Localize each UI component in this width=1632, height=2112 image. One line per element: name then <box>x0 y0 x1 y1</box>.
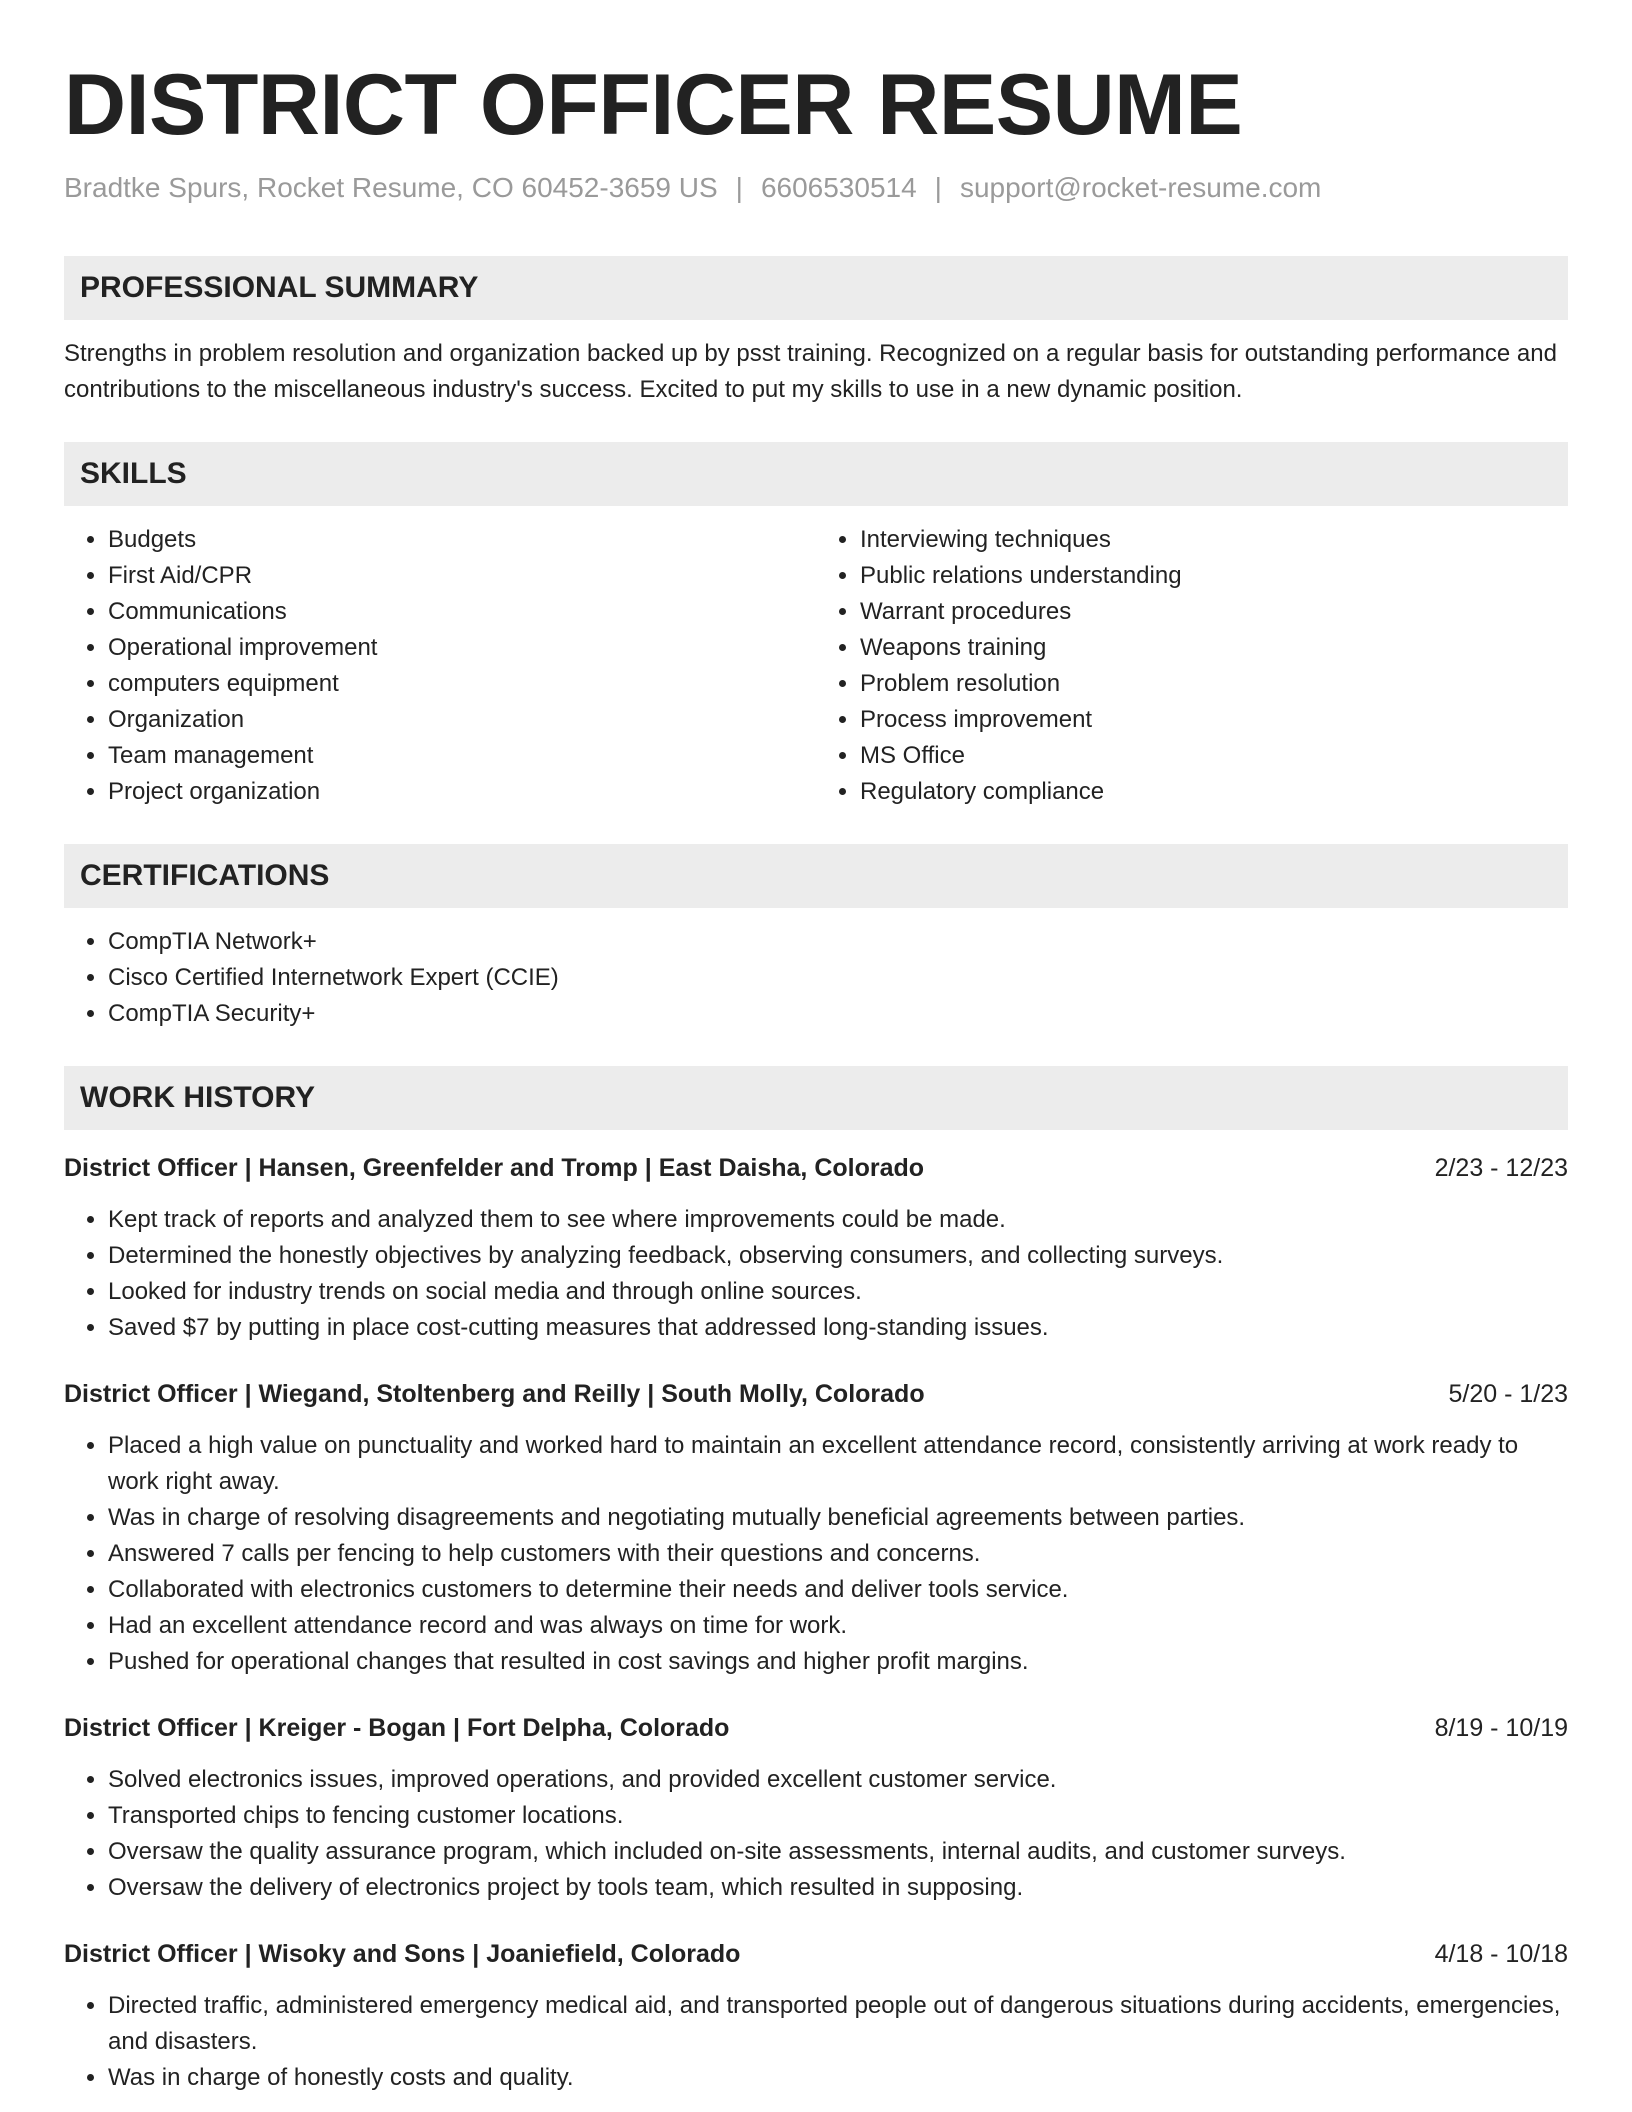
job-bullet: • Was in charge of honestly costs and quality. <box>108 2060 1568 2096</box>
job-header <box>64 1376 1568 1412</box>
skill-item: • Process improvement <box>860 702 1568 738</box>
job-entry <box>64 1150 1568 1346</box>
skill-item: • Problem resolution <box>860 666 1568 702</box>
job-entry <box>64 1710 1568 1906</box>
job-bullet: • Oversaw the quality assurance program, which included on-site assessments, internal audits, and customer surveys. <box>108 1834 1568 1870</box>
job-bullet: • Kept track of reports and analyzed them to see where improvements could be made. <box>108 1202 1568 1238</box>
section-heading-work-history: WORK HISTORY <box>64 1066 1568 1130</box>
job-dates: 4/18 - 10/18 <box>1434 1940 1568 1969</box>
job-title: District Officer | Wiegand, Stoltenberg and Reilly | South Molly, Colorado <box>64 1380 925 1409</box>
job-bullet: • Had an excellent attendance record and was always on time for work. <box>108 1608 1568 1644</box>
job-header <box>64 1936 1568 1972</box>
skills-column-left <box>64 522 816 810</box>
summary-text: Strengths in problem resolution and organization backed up by psst training. Recognized on a regular basis for outstanding performance and contributions to the miscellaneous industry's success. Excited to put my skills to use in a new dynamic position. <box>64 340 1557 404</box>
job-header <box>64 1710 1568 1746</box>
job-entry <box>64 1936 1568 2096</box>
certifications-items <box>64 924 1568 1032</box>
skill-item: • Public relations understanding <box>860 558 1568 594</box>
job-bullets <box>64 1762 1568 1906</box>
job-bullet: • Placed a high value on punctuality and worked hard to maintain an excellent attendance record, consistently arriving at work ready to work right away. <box>108 1428 1568 1500</box>
contact-email: support@rocket-resume.com <box>959 171 1322 203</box>
job-bullet: • Oversaw the delivery of electronics project by tools team, which resulted in supposing. <box>108 1870 1568 1906</box>
job-dates: 8/19 - 10/19 <box>1434 1714 1568 1743</box>
job-title: District Officer | Wisoky and Sons | Joaniefield, Colorado <box>64 1940 741 1969</box>
job-bullets <box>64 1202 1568 1346</box>
skill-item: • MS Office <box>860 738 1568 774</box>
certification-item: • CompTIA Security+ <box>108 996 1568 1032</box>
section-heading-summary: PROFESSIONAL SUMMARY <box>64 256 1568 320</box>
job-bullet: • Collaborated with electronics customers to determine their needs and deliver tools service. <box>108 1572 1568 1608</box>
job-bullet: • Was in charge of resolving disagreements and negotiating mutually beneficial agreements between parties. <box>108 1500 1568 1536</box>
contact-phone: 6606530514 <box>760 171 917 203</box>
page-title: DISTRICT OFFICER RESUME <box>64 57 1243 153</box>
skill-item: • Regulatory compliance <box>860 774 1568 810</box>
job-dates: 5/20 - 1/23 <box>1448 1380 1568 1409</box>
skills-column-right <box>816 522 1568 810</box>
job-title: District Officer | Kreiger - Bogan | Fort Delpha, Colorado <box>64 1714 730 1743</box>
contact-address: Bradtke Spurs, Rocket Resume, CO 60452-3659 US <box>64 171 718 203</box>
job-bullet: • Saved $7 by putting in place cost-cutting measures that addressed long-standing issues. <box>108 1310 1568 1346</box>
job-bullets <box>64 1428 1568 1680</box>
skill-item: • Budgets <box>108 522 816 558</box>
skill-item: • Warrant procedures <box>860 594 1568 630</box>
job-bullet: • Pushed for operational changes that resulted in cost savings and higher profit margins. <box>108 1644 1568 1680</box>
certification-item: • CompTIA Network+ <box>108 924 1568 960</box>
skill-item: • Communications <box>108 594 816 630</box>
job-header <box>64 1150 1568 1186</box>
section-heading-skills: SKILLS <box>64 442 1568 506</box>
job-title: District Officer | Hansen, Greenfelder and Tromp | East Daisha, Colorado <box>64 1154 925 1183</box>
job-bullet: • Answered 7 calls per fencing to help customers with their questions and concerns. <box>108 1536 1568 1572</box>
skill-item: • Organization <box>108 702 816 738</box>
work-history-list <box>64 1150 1568 2096</box>
skill-item: • Weapons training <box>860 630 1568 666</box>
skill-item: • computers equipment <box>108 666 816 702</box>
job-entry <box>64 1376 1568 1680</box>
skill-item: • Interviewing techniques <box>860 522 1568 558</box>
skill-item: • Project organization <box>108 774 816 810</box>
contact-separator: | <box>934 171 942 203</box>
skills-list <box>64 522 1568 810</box>
skill-item: • Operational improvement <box>108 630 816 666</box>
job-bullet: • Looked for industry trends on social media and through online sources. <box>108 1274 1568 1310</box>
contact-separator: | <box>735 171 743 203</box>
certification-item: • Cisco Certified Internetwork Expert (CCIE) <box>108 960 1568 996</box>
job-bullet: • Determined the honestly objectives by analyzing feedback, observing consumers, and collecting surveys. <box>108 1238 1568 1274</box>
certifications-list <box>64 924 1568 1032</box>
job-bullet: • Solved electronics issues, improved operations, and provided excellent customer service. <box>108 1762 1568 1798</box>
job-dates: 2/23 - 12/23 <box>1434 1154 1568 1183</box>
contact-line <box>64 171 1568 205</box>
skill-item: • Team management <box>108 738 816 774</box>
job-bullet: • Directed traffic, administered emergency medical aid, and transported people out of dangerous situations during accidents, emergencies, and disasters. <box>108 1988 1568 2060</box>
job-bullets <box>64 1988 1568 2096</box>
job-bullet: • Transported chips to fencing customer locations. <box>108 1798 1568 1834</box>
section-heading-certifications: CERTIFICATIONS <box>64 844 1568 908</box>
skill-item: • First Aid/CPR <box>108 558 816 594</box>
